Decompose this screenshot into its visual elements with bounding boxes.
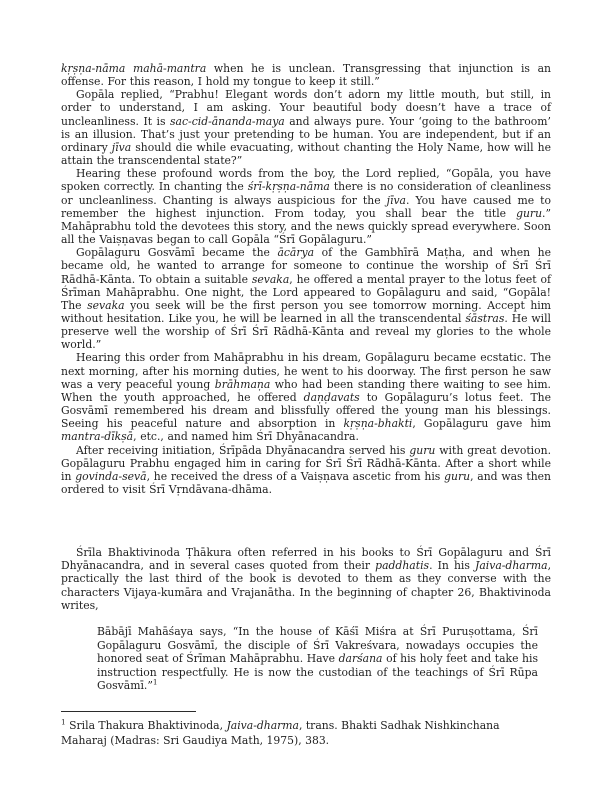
text-run: , trans. Bhakti Sadhak Nishkinchana Maharaj (Madras: Sri Gaudiya Math, 1975), 383.	[61, 719, 500, 748]
paragraph	[61, 351, 551, 443]
paragraph	[61, 444, 551, 497]
italic-run: mantra-dīkṣā	[61, 430, 134, 444]
text-run: . In his	[429, 559, 476, 573]
footnote-area	[61, 711, 551, 748]
italic-run: sevaka	[87, 298, 125, 312]
italic-run: guru	[444, 469, 471, 483]
footnote	[61, 718, 539, 748]
italic-run: ācārya	[277, 246, 315, 260]
text-run: , he received the dress of a Vaiṣṇava ascetic from his	[146, 469, 445, 483]
text-run: After receiving initiation, Śrīpāda Dhyānacandra served his	[76, 443, 410, 457]
blockquote-paragraph	[97, 625, 538, 693]
text-run: , and was then ordered to visit Śrī Vṛndāvana-dhāma.	[61, 469, 551, 496]
text-run: . You have caused me to remember the highest injunction. From today, you shall bear the title	[61, 193, 551, 220]
text-run: Hearing these profound words from the boy, the Lord replied, “Gopāla, you have spoken correctly. In chanting the	[61, 167, 551, 194]
italic-run: brāhmaṇa	[214, 377, 271, 391]
text-run: Gopālaguru Gosvāmī became the	[76, 246, 278, 260]
italic-run: Jaiva-dharma	[475, 559, 548, 573]
italic-run: sac-cid-ānanda-maya	[170, 114, 285, 128]
commentary-section	[61, 546, 551, 612]
paragraph	[61, 88, 551, 167]
paragraph	[61, 62, 551, 88]
text-run: there is no consideration of cleanliness or uncleanliness. Chanting is always auspicious for the	[61, 180, 551, 207]
text-run: who had been standing there waiting to see him. When the youth approached, he offered	[61, 377, 551, 404]
italic-run: jīva	[386, 193, 406, 207]
text-run: , he offered a mental prayer to the lotus feet of Śrīman Mahāprabhu. One night, the Lord appeared to Gopālaguru and said, “Gopāla! The	[61, 272, 551, 312]
main-text-section	[61, 62, 551, 496]
italic-run: sevaka	[251, 272, 290, 286]
italic-run: Jaiva-dharma	[226, 719, 299, 732]
italic-run: paddhatis	[375, 559, 430, 573]
italic-run: kṛṣṇa-nāma mahā-mantra	[61, 62, 207, 75]
italic-run: guru	[409, 443, 436, 457]
italic-run: govinda-sevā	[75, 469, 147, 483]
text-run: of his holy feet and take his instruction respectfully. He is now the custodian of the teachings of Śrī Rūpa Gosvāmī.”	[97, 652, 538, 693]
italic-run: śāstras	[465, 311, 505, 325]
text-run: you seek will be the first person you see tomorrow morning. Accept him without hesitation. Like you, he will be learned in all the transcendental	[61, 298, 551, 325]
footnote-ref: 1	[61, 717, 66, 727]
italic-run: śrī-kṛṣṇa-nāma	[247, 180, 330, 194]
text-run: Bābājī Mahāśaya says, “In the house of Kāśī Miśra at Śrī Puruṣottama, Śrī Gopālaguru Gosvāmī, the disciple of Śrī Vakreśvara, nowadays occupies the honored seat of Śrīman Mahāprabhu. Have	[97, 624, 538, 666]
text-run: with great devotion. Gopālaguru Prabhu engaged him in caring for Śrī Śrī Rādhā-Kānta. After a short while in	[61, 443, 551, 483]
italic-run: darśana	[338, 652, 383, 666]
footnote-ref: 1	[152, 677, 158, 687]
italic-run: jīva	[111, 140, 132, 154]
text-run: when he is unclean. Transgressing that injunction is an offense. For this reason, I hold my tongue to keep it still.”	[61, 62, 551, 89]
paragraph	[61, 246, 551, 351]
footnote-rule	[61, 711, 196, 712]
paragraph	[61, 546, 551, 612]
text-run: should die while evacuating, without chanting the Holy Name, how will he attain the transcendental state?”	[61, 140, 551, 168]
paragraph	[61, 167, 551, 246]
text-run: of the Gambhīrā Maṭha, and when he became old, he wanted to arrange for someone to continue the worship of Śrī Śrī Rādhā-Kānta. To obtain a suitable	[61, 246, 551, 286]
block-quote	[97, 625, 538, 693]
text-run: Hearing this order from Mahāprabhu in his dream, Gopālaguru became ecstatic. The next morning, after his morning duties, he went to his doorway. The first person he saw was a very peaceful young	[61, 351, 551, 391]
text-run: . He will preserve well the worship of Śrī Śrī Rādhā-Kānta and reveal my glories to the whole world.”	[61, 311, 551, 352]
text-run: to Gopālaguru’s lotus feet. The Gosvāmī remembered his dream and blissfully offered the young man his blessings. Seeing his peaceful nature and absorption in	[61, 390, 551, 431]
italic-run: guru	[516, 206, 543, 220]
text-column	[61, 62, 551, 693]
text-run: , practically the last third of the book is devoted to them as they converse with the characters Vijaya-kumāra and Vrajanātha. In the beginning of chapter 26, Bhaktivinoda writes,	[61, 559, 552, 612]
text-run: Śrīla Bhaktivinoda Ṭhākura often referred in his books to Śrī Gopālaguru and Śrī Dhyānacandra, and in several cases quoted from their	[61, 546, 551, 573]
italic-run: kṛṣṇa-bhakti	[343, 417, 413, 431]
text-run: , Gopālaguru gave him	[412, 417, 551, 431]
text-run: , etc., and named him Śrī Dhyānacandra.	[133, 430, 359, 444]
italic-run: daṇḍavats	[303, 390, 360, 404]
text-run: Gopāla replied, “Prabhu! Elegant words don’t adorn my little mouth, but still, in order to understand, I am asking. Your beautiful body doesn’t have a trace of uncleanliness. It is	[61, 88, 551, 128]
text-run: Srila Thakura Bhaktivinoda,	[65, 719, 227, 732]
text-run: .” Mahāprabhu told the devotees this story, and the news quickly spread everywhere. Soon all the Vaiṣṇavas began to call Gopāla “Śrī Gopālaguru.”	[61, 206, 551, 247]
text-run: and always pure. Your ‘going to the bathroom’ is an illusion. That’s just your pretending to be human. You are independent, but if an ordinary	[61, 114, 551, 154]
